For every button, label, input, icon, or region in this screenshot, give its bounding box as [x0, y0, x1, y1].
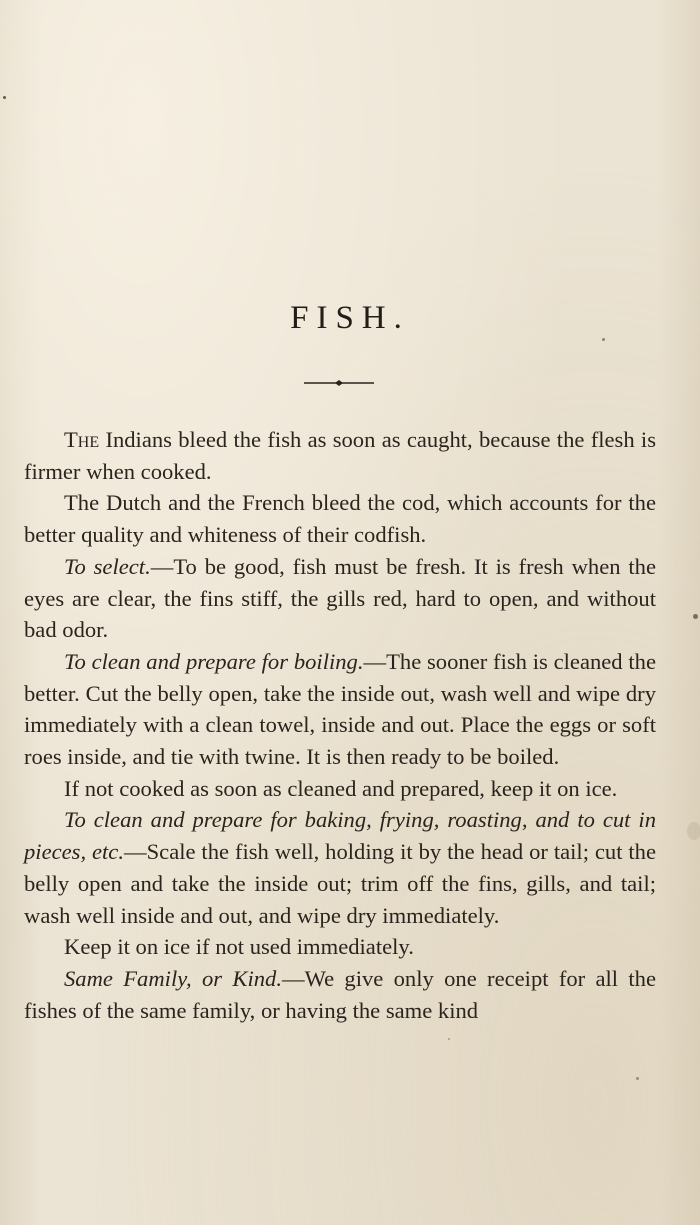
chapter-title: FISH. [290, 300, 410, 336]
paragraph-heading: To select. [64, 553, 151, 579]
paragraph-dutch-french [24, 487, 656, 550]
paragraph-text: The Dutch and the French bleed the cod, which accounts for the better quality and whiteness of their codfish. [24, 490, 656, 548]
paragraph-clean-baking [24, 804, 656, 931]
paragraph-text: —The sooner fish is cleaned the better. Cut the belly open, take the inside out, wash well and wipe dry immediately with a clean towel, inside and out. Place the eggs or soft roes inside, and tie with twine. It is then ready to be boiled. [24, 648, 656, 770]
paragraph-text: —Scale the fish well, holding it by the head or tail; cut the belly open and take the inside out; trim off the fins, gills, and tail; wash well inside and out, and wipe dry immediately. [24, 839, 657, 928]
paragraph-text: Keep it on ice if not used immediately. [64, 934, 414, 960]
paragraph-ice-if-unused [24, 931, 656, 963]
paragraph-text: —To be good, fish must be fresh. It is fresh when the eyes are clear, the fins stiff, the gills red, hard to open, and without bad odor. [24, 553, 656, 643]
ink-speck [693, 614, 698, 619]
paragraph-indians [24, 424, 656, 487]
ink-speck [448, 1038, 450, 1040]
paragraph-text: —We give only one receipt for all the fishes of the same family, or having the same kind [24, 965, 656, 1023]
lead-small-caps: The [64, 427, 100, 452]
paragraph-clean-boiling [24, 646, 656, 773]
ink-speck [687, 822, 700, 840]
paragraph-text: Indians bleed the fish as soon as caught, because the flesh is firmer when cooked. [24, 427, 656, 484]
paragraph-keep-on-ice [24, 773, 656, 805]
paragraph-same-family [24, 963, 656, 1026]
paragraph-to-select [24, 551, 656, 646]
paragraph-heading: To clean and prepare for baking, frying, roasting, and to cut in pieces, etc. [24, 807, 656, 865]
ink-speck [3, 96, 6, 99]
chapter-body [24, 424, 656, 1026]
ink-speck [636, 1077, 639, 1080]
ink-speck [602, 338, 605, 341]
paragraph-heading: Same Family, or Kind. [64, 965, 282, 991]
paragraph-text: If not cooked as soon as cleaned and prepared, keep it on ice. [64, 775, 618, 801]
paragraph-heading: To clean and prepare for boiling. [64, 648, 364, 674]
title-ornament [304, 378, 374, 388]
